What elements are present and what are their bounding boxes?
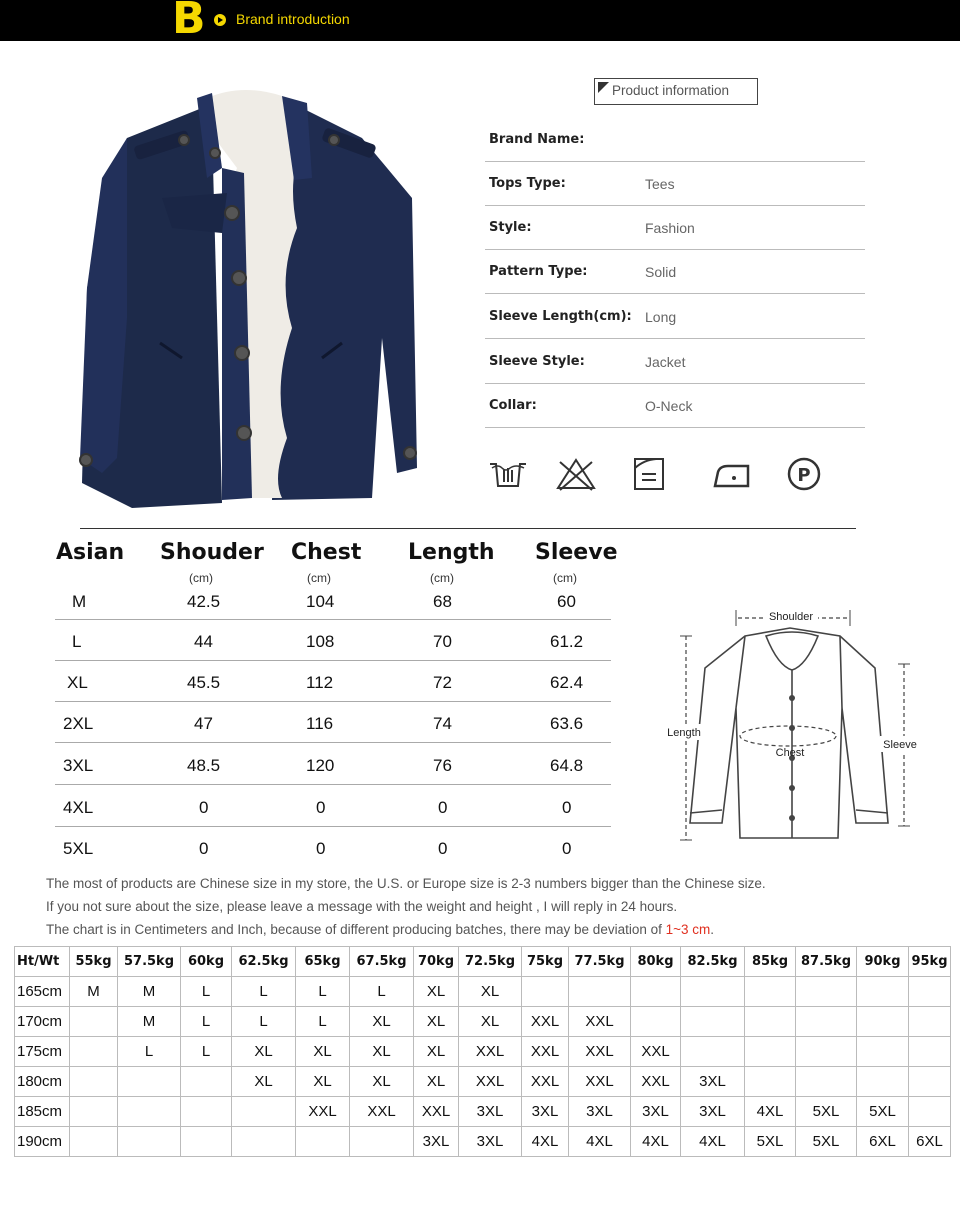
- table-cell: L: [350, 977, 414, 1007]
- table-cell: 4XL: [522, 1127, 569, 1157]
- size-cell: 120: [306, 756, 335, 775]
- size-cell: 45.5: [187, 673, 221, 692]
- size-cell: 108: [306, 632, 335, 651]
- table-cell: M: [118, 1007, 181, 1037]
- size-cell: 70: [433, 632, 452, 651]
- size-cell: 0: [316, 839, 326, 858]
- table-cell: XXL: [569, 1037, 631, 1067]
- size-cell: 47: [194, 714, 213, 733]
- size-cell: 74: [433, 714, 452, 733]
- table-header-row: [15, 947, 951, 977]
- table-header-cell: 75kg: [522, 947, 569, 977]
- table-cell: 5XL: [745, 1127, 796, 1157]
- spec-value: O-Neck: [645, 398, 693, 414]
- table-cell: [857, 1067, 909, 1097]
- spec-value: Long: [645, 309, 677, 325]
- table-cell: [70, 1097, 118, 1127]
- size-cell: 64.8: [550, 756, 584, 775]
- table-cell: XXL: [631, 1067, 681, 1097]
- spec-row-brand: [485, 118, 865, 162]
- table-header-cell: 90kg: [857, 947, 909, 977]
- table-header-cell: 62.5kg: [232, 947, 296, 977]
- size-cell: 72: [433, 673, 452, 692]
- size-note-2: If you not sure about the size, please leave a message with the weight and height , I will reply in 24 hours.: [46, 899, 678, 914]
- table-cell: [909, 1097, 951, 1127]
- size-cell: 48.5: [187, 756, 221, 775]
- table-cell: [909, 1007, 951, 1037]
- size-row: [55, 579, 611, 620]
- iron-low-icon: [712, 456, 752, 492]
- table-cell: [681, 977, 745, 1007]
- table-cell: [796, 1037, 857, 1067]
- table-cell: [181, 1067, 232, 1097]
- table-cell: 170cm: [15, 1007, 70, 1037]
- table-row: [15, 1037, 951, 1067]
- size-cell: 3XL: [63, 756, 94, 775]
- table-cell: M: [118, 977, 181, 1007]
- table-header-cell: Ht/Wt: [15, 947, 70, 977]
- table-cell: XL: [232, 1037, 296, 1067]
- spec-row-pattern-type: [485, 250, 865, 294]
- table-cell: [796, 1007, 857, 1037]
- table-cell: [569, 977, 631, 1007]
- size-cell: 63.6: [550, 714, 584, 733]
- table-cell: [522, 977, 569, 1007]
- table-cell: 5XL: [796, 1127, 857, 1157]
- size-row: [55, 744, 611, 785]
- table-header-cell: 57.5kg: [118, 947, 181, 977]
- table-header-cell: 60kg: [181, 947, 232, 977]
- table-cell: XXL: [522, 1007, 569, 1037]
- spec-key: Style:: [489, 220, 532, 235]
- spec-row-tops-type: [485, 162, 865, 206]
- diagram-label-chest: Chest: [775, 747, 805, 759]
- table-cell: 6XL: [909, 1127, 951, 1157]
- size-cell: 116: [306, 714, 334, 733]
- size-unit: (cm): [430, 571, 454, 585]
- table-cell: 3XL: [569, 1097, 631, 1127]
- size-cell: L: [72, 632, 82, 651]
- size-cell: 0: [438, 839, 448, 858]
- size-row: [55, 620, 611, 661]
- table-row: [15, 1067, 951, 1097]
- table-header-cell: 95kg: [909, 947, 951, 977]
- spec-value: Jacket: [645, 354, 686, 370]
- table-cell: [70, 1037, 118, 1067]
- table-cell: XL: [296, 1067, 350, 1097]
- table-cell: 175cm: [15, 1037, 70, 1067]
- size-cell: 0: [438, 798, 448, 817]
- table-row: [15, 1007, 951, 1037]
- table-cell: [631, 1007, 681, 1037]
- size-cell: M: [72, 592, 87, 611]
- table-cell: 3XL: [631, 1097, 681, 1127]
- size-cell: XL: [67, 673, 88, 692]
- table-header-cell: 55kg: [70, 947, 118, 977]
- table-cell: 5XL: [796, 1097, 857, 1127]
- table-cell: L: [232, 977, 296, 1007]
- size-header-shoulder: Shouder: [160, 540, 264, 565]
- table-cell: XXL: [296, 1097, 350, 1127]
- table-cell: [681, 1037, 745, 1067]
- table-cell: 4XL: [631, 1127, 681, 1157]
- table-cell: [909, 1037, 951, 1067]
- table-cell: [181, 1127, 232, 1157]
- table-cell: XL: [414, 1067, 459, 1097]
- diagram-label-shoulder: Shoulder: [768, 611, 814, 623]
- spec-key: Collar:: [489, 398, 537, 413]
- spec-row-sleeve-length: [485, 295, 865, 339]
- size-cell: 104: [306, 592, 335, 611]
- table-cell: L: [118, 1037, 181, 1067]
- dry-clean-p-icon: [784, 456, 824, 492]
- size-cell: 61.2: [550, 632, 584, 651]
- table-cell: [857, 1007, 909, 1037]
- table-header-cell: 67.5kg: [350, 947, 414, 977]
- table-cell: 5XL: [857, 1097, 909, 1127]
- table-cell: XXL: [459, 1067, 522, 1097]
- section-divider: [80, 528, 856, 529]
- table-cell: [681, 1007, 745, 1037]
- table-cell: 6XL: [857, 1127, 909, 1157]
- spec-key: Pattern Type:: [489, 264, 588, 279]
- table-cell: XL: [350, 1007, 414, 1037]
- table-cell: [796, 1067, 857, 1097]
- brand-introduction-title: Brand introduction: [236, 11, 350, 27]
- table-cell: XL: [232, 1067, 296, 1097]
- size-note-3-end: .: [710, 922, 715, 937]
- table-header-cell: 65kg: [296, 947, 350, 977]
- table-cell: [350, 1127, 414, 1157]
- table-cell: 3XL: [459, 1127, 522, 1157]
- size-header-chest: Chest: [291, 540, 362, 565]
- table-cell: 4XL: [681, 1127, 745, 1157]
- table-cell: [909, 1067, 951, 1097]
- table-header-cell: 70kg: [414, 947, 459, 977]
- diagram-label-length: Length: [667, 727, 701, 739]
- spec-key: Brand Name:: [489, 132, 585, 147]
- play-bullet-icon: [214, 14, 226, 26]
- measurement-diagram: [660, 598, 930, 848]
- table-cell: XL: [350, 1037, 414, 1067]
- table-row: [15, 1097, 951, 1127]
- table-cell: XXL: [459, 1037, 522, 1067]
- table-cell: 180cm: [15, 1067, 70, 1097]
- hand-wash-icon: [488, 456, 528, 492]
- spec-value: Fashion: [645, 220, 695, 236]
- table-cell: [745, 977, 796, 1007]
- size-header-asian: Asian: [56, 540, 125, 565]
- table-cell: [118, 1127, 181, 1157]
- table-cell: [796, 977, 857, 1007]
- table-cell: [745, 1037, 796, 1067]
- tumble-dry-icon: [630, 456, 670, 492]
- spec-key: Sleeve Length(cm):: [489, 309, 632, 324]
- table-cell: [118, 1067, 181, 1097]
- size-cell: 76: [433, 756, 452, 775]
- size-note-3-text: The chart is in Centimeters and Inch, because of different producing batches, there may be deviation of: [46, 922, 666, 937]
- size-cell: 60: [557, 592, 576, 611]
- spec-key: Tops Type:: [489, 176, 566, 191]
- size-cell: 0: [562, 839, 572, 858]
- table-cell: [70, 1067, 118, 1097]
- size-cell: 0: [562, 798, 572, 817]
- size-unit: (cm): [553, 571, 577, 585]
- spec-row-collar: [485, 384, 865, 428]
- table-cell: [631, 977, 681, 1007]
- table-cell: [745, 1067, 796, 1097]
- spec-key: Sleeve Style:: [489, 354, 585, 369]
- table-cell: L: [181, 1007, 232, 1037]
- size-note-1: The most of products are Chinese size in my store, the U.S. or Europe size is 2-3 numbers bigger than the Chinese size.: [46, 876, 766, 891]
- svg-text:P: P: [797, 465, 811, 486]
- brand-header-bar: [0, 0, 960, 44]
- size-cell: 0: [316, 798, 326, 817]
- table-cell: XXL: [522, 1037, 569, 1067]
- table-cell: 3XL: [681, 1097, 745, 1127]
- spec-value: Tees: [645, 176, 675, 192]
- deviation-highlight: 1~3 cm: [665, 922, 711, 937]
- size-cell: 112: [306, 673, 334, 692]
- table-cell: 3XL: [681, 1067, 745, 1097]
- table-cell: XL: [459, 977, 522, 1007]
- table-cell: XL: [350, 1067, 414, 1097]
- table-cell: M: [70, 977, 118, 1007]
- table-cell: L: [181, 977, 232, 1007]
- table-cell: XXL: [569, 1007, 631, 1037]
- table-cell: [909, 977, 951, 1007]
- table-cell: 3XL: [459, 1097, 522, 1127]
- size-cell: 5XL: [63, 839, 94, 858]
- size-cell: 4XL: [63, 798, 94, 817]
- product-information-label: Product information: [594, 78, 758, 105]
- table-cell: [745, 1007, 796, 1037]
- table-cell: [296, 1127, 350, 1157]
- size-row: [55, 661, 611, 702]
- size-header-length: Length: [408, 540, 495, 565]
- table-cell: [857, 1037, 909, 1067]
- table-cell: XXL: [350, 1097, 414, 1127]
- table-cell: 185cm: [15, 1097, 70, 1127]
- table-header-cell: 80kg: [631, 947, 681, 977]
- brand-letter: B: [172, 0, 206, 44]
- height-weight-table: [14, 946, 951, 1157]
- size-header-sleeve: Sleeve: [535, 540, 618, 565]
- spec-value: Solid: [645, 264, 677, 280]
- size-cell: 44: [194, 632, 213, 651]
- table-cell: XL: [296, 1037, 350, 1067]
- table-row: [15, 977, 951, 1007]
- table-cell: L: [181, 1037, 232, 1067]
- table-cell: [70, 1127, 118, 1157]
- table-cell: XL: [414, 1037, 459, 1067]
- table-cell: [232, 1127, 296, 1157]
- size-cell: 0: [199, 839, 209, 858]
- table-cell: XXL: [522, 1067, 569, 1097]
- size-cell: 68: [433, 592, 452, 611]
- size-unit: (cm): [189, 571, 213, 585]
- table-cell: [232, 1097, 296, 1127]
- table-header-cell: 85kg: [745, 947, 796, 977]
- spec-row-style: [485, 206, 865, 250]
- table-cell: 3XL: [414, 1127, 459, 1157]
- size-cell: 0: [199, 798, 209, 817]
- table-cell: [857, 977, 909, 1007]
- table-cell: [70, 1007, 118, 1037]
- table-cell: 4XL: [745, 1097, 796, 1127]
- table-cell: 3XL: [522, 1097, 569, 1127]
- table-header-cell: 72.5kg: [459, 947, 522, 977]
- diagram-label-sleeve: Sleeve: [883, 739, 917, 751]
- table-row: [15, 1127, 951, 1157]
- size-cell: 42.5: [187, 592, 221, 611]
- table-cell: XL: [459, 1007, 522, 1037]
- table-cell: L: [232, 1007, 296, 1037]
- size-row: [55, 702, 611, 743]
- table-cell: XL: [414, 977, 459, 1007]
- table-cell: [181, 1097, 232, 1127]
- table-cell: L: [296, 977, 350, 1007]
- table-cell: L: [296, 1007, 350, 1037]
- table-cell: XXL: [631, 1037, 681, 1067]
- table-cell: 165cm: [15, 977, 70, 1007]
- size-row: [55, 827, 611, 868]
- size-note-3: [46, 922, 714, 937]
- table-header-cell: 82.5kg: [681, 947, 745, 977]
- table-cell: [118, 1097, 181, 1127]
- jacket-product-image: [72, 88, 432, 512]
- table-header-cell: 87.5kg: [796, 947, 857, 977]
- table-header-cell: 77.5kg: [569, 947, 631, 977]
- no-bleach-icon: [556, 456, 596, 492]
- table-cell: XXL: [414, 1097, 459, 1127]
- table-cell: 190cm: [15, 1127, 70, 1157]
- size-row: [55, 786, 611, 827]
- table-cell: XXL: [569, 1067, 631, 1097]
- spec-row-sleeve-style: [485, 340, 865, 384]
- size-cell: 2XL: [63, 714, 94, 733]
- table-cell: 4XL: [569, 1127, 631, 1157]
- size-cell: 62.4: [550, 673, 584, 692]
- size-unit: (cm): [307, 571, 331, 585]
- table-cell: XL: [414, 1007, 459, 1037]
